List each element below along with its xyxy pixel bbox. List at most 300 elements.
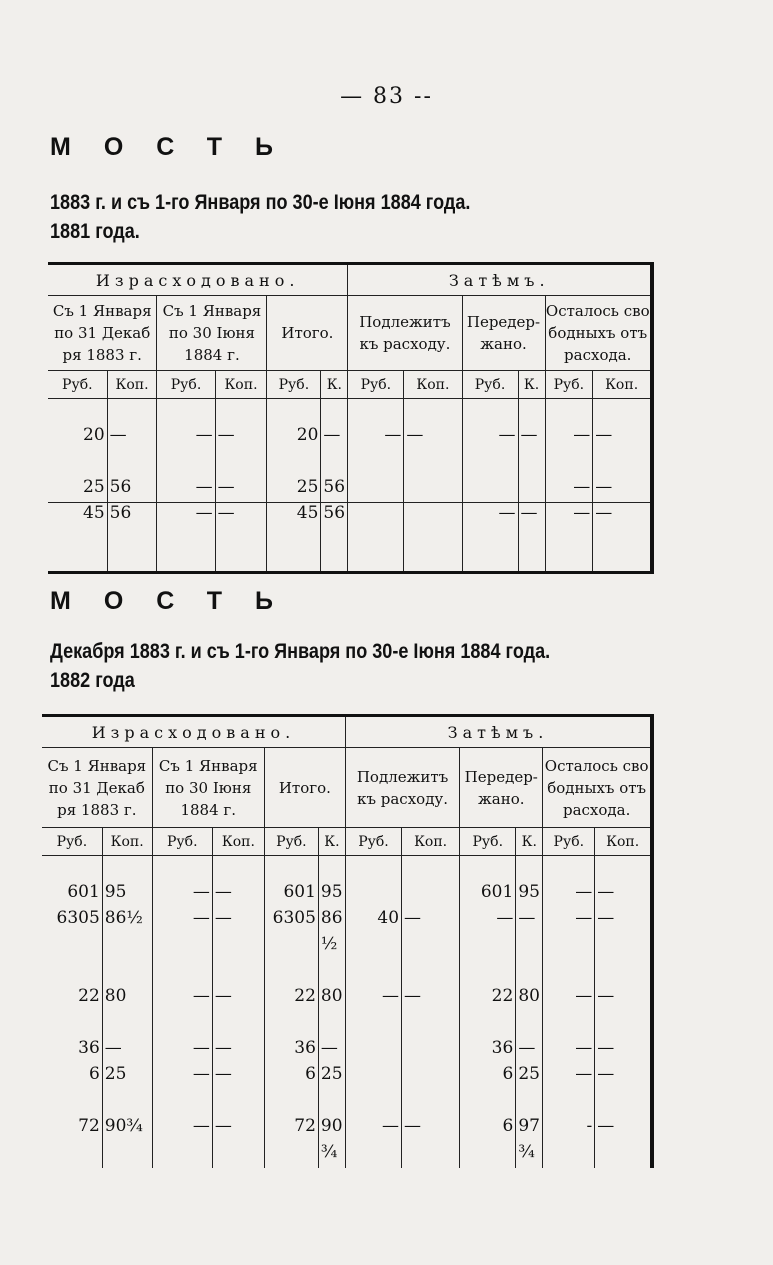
rub-cell <box>345 1038 401 1064</box>
kop-cell: 86½ <box>102 908 152 934</box>
rub-cell: 601 <box>264 882 318 908</box>
empty-cell <box>157 529 215 573</box>
kop-cell: 25 <box>102 1064 152 1090</box>
header-line: ря 1883 г. <box>57 800 137 819</box>
unit-rub: Руб. <box>48 371 107 399</box>
total-kop-cell: — <box>215 503 267 529</box>
kop-cell <box>402 1090 460 1116</box>
kop-cell: — <box>212 1116 264 1142</box>
rub-cell <box>545 451 593 477</box>
unit-kop: Коп. <box>404 371 462 399</box>
kop-cell <box>402 960 460 986</box>
kop-cell: ½ <box>318 934 345 960</box>
empty-cell <box>318 856 345 882</box>
kop-cell: — <box>402 986 460 1012</box>
ledger-body-2 <box>42 856 652 1168</box>
table-filler-row <box>48 529 652 573</box>
table-row <box>42 986 652 1012</box>
rub-cell: 25 <box>267 477 321 503</box>
kop-cell <box>402 882 460 908</box>
rub-cell <box>543 934 595 960</box>
empty-cell <box>48 399 107 425</box>
empty-cell <box>321 399 348 425</box>
rub-cell <box>348 477 404 503</box>
kop-cell: — <box>402 908 460 934</box>
kop-cell <box>212 1142 264 1168</box>
rub-cell: — <box>545 477 593 503</box>
col-header-1883 <box>42 748 152 828</box>
kop-cell: — <box>516 908 543 934</box>
kop-cell <box>402 1064 460 1090</box>
rub-cell: 20 <box>83 424 105 445</box>
empty-cell <box>107 529 157 573</box>
total-rub-cell: — <box>157 503 215 529</box>
kop-cell: — <box>593 477 652 503</box>
rub-cell: — <box>348 425 404 451</box>
kop-cell: — <box>516 1038 543 1064</box>
empty-cell <box>518 529 545 573</box>
empty-cell <box>595 856 652 882</box>
empty-cell <box>545 529 593 573</box>
rub-cell: 72 <box>78 1115 100 1136</box>
rub-cell <box>543 1012 595 1038</box>
rub-cell: — <box>543 908 595 934</box>
kop-cell: 80 <box>516 986 543 1012</box>
empty-cell <box>545 399 593 425</box>
rub-cell <box>264 1142 318 1168</box>
rub-cell <box>345 1090 401 1116</box>
rub-cell <box>42 1012 102 1038</box>
rub-cell: — <box>543 1064 595 1090</box>
kop-cell <box>402 934 460 960</box>
rub-cell <box>345 934 401 960</box>
rub-cell: 40 <box>345 908 401 934</box>
empty-cell <box>516 856 543 882</box>
subtitle-line: 1883 г. и съ 1-го Января по 30-е Іюня 1884 года. <box>50 191 471 214</box>
empty-cell <box>345 856 401 882</box>
col-header-1884 <box>157 296 267 371</box>
rub-cell: — <box>543 882 595 908</box>
rub-cell <box>264 1090 318 1116</box>
rub-cell: 22 <box>460 986 516 1012</box>
col-header-overspent <box>460 748 543 828</box>
unit-rub: Руб. <box>543 828 595 856</box>
header-line: расхода. <box>562 800 631 819</box>
kop-cell <box>402 1012 460 1038</box>
rub-cell <box>543 1142 595 1168</box>
rub-cell <box>152 934 212 960</box>
col-header-1883 <box>48 296 157 371</box>
kop-cell: — <box>595 1116 652 1142</box>
empty-cell <box>215 529 267 573</box>
kop-cell: ¾ <box>516 1142 543 1168</box>
header-line: Осталось сво <box>545 302 650 320</box>
rub-cell <box>152 1012 212 1038</box>
kop-cell <box>318 1012 345 1038</box>
empty-cell <box>518 399 545 425</box>
total-rub-cell: — <box>545 503 593 529</box>
rub-cell: — <box>543 1038 595 1064</box>
kop-cell <box>102 1090 152 1116</box>
unit-rub: Руб. <box>460 828 516 856</box>
col-header-1884 <box>152 748 264 828</box>
rub-cell <box>543 960 595 986</box>
rub-cell <box>264 1012 318 1038</box>
kop-cell <box>402 1038 460 1064</box>
table-row <box>48 425 652 451</box>
header-line: по 31 Декаб <box>48 778 145 797</box>
unit-kop: Коп. <box>593 371 652 399</box>
kop-cell: — <box>318 1038 345 1064</box>
rub-cell: 36 <box>78 1037 100 1058</box>
header-line: 1884 г. <box>184 346 240 364</box>
rub-cell <box>345 1012 401 1038</box>
header-line: Съ 1 Января <box>52 302 152 320</box>
kop-cell <box>321 451 348 477</box>
rub-cell: 6 <box>460 1116 516 1142</box>
rub-cell <box>462 477 518 503</box>
table-row <box>42 908 652 934</box>
empty-cell <box>321 529 348 573</box>
rub-cell: — <box>152 1038 212 1064</box>
subtitle-line: 1881 года. <box>50 220 140 243</box>
header-line: Передер- <box>466 313 541 331</box>
kop-cell <box>516 960 543 986</box>
kop-cell: 95 <box>318 882 345 908</box>
header-line: расхода. <box>564 346 632 364</box>
then-group-header: Затѣмъ. <box>345 716 652 748</box>
rub-cell: 6 <box>264 1064 318 1090</box>
rub-cell: 6305 <box>56 907 100 928</box>
col-header-to-spend <box>345 748 459 828</box>
kop-cell <box>595 934 652 960</box>
header-line: Подлежитъ <box>356 767 449 786</box>
rub-cell: 36 <box>460 1038 516 1064</box>
empty-cell <box>102 856 152 882</box>
kop-cell <box>212 934 264 960</box>
rub-cell: - <box>543 1116 595 1142</box>
table-row <box>48 477 652 503</box>
section-subtitle-1 <box>50 188 470 246</box>
kop-cell <box>518 477 545 503</box>
kop-cell <box>102 1142 152 1168</box>
kop-cell <box>516 934 543 960</box>
rub-cell <box>460 1012 516 1038</box>
kop-cell: — <box>215 425 267 451</box>
unit-kop: Коп. <box>102 828 152 856</box>
rub-cell <box>543 1090 595 1116</box>
empty-cell <box>267 399 321 425</box>
kop-cell <box>102 934 152 960</box>
rub-cell <box>264 960 318 986</box>
kop-cell: — <box>518 425 545 451</box>
empty-cell <box>462 399 518 425</box>
kop-cell: — <box>402 1116 460 1142</box>
empty-cell <box>404 399 462 425</box>
kop-cell <box>404 477 462 503</box>
header-line: Съ 1 Января <box>47 756 147 775</box>
rub-cell: — <box>345 1116 401 1142</box>
rub-cell <box>267 451 321 477</box>
rub-cell: — <box>152 908 212 934</box>
rub-cell <box>264 934 318 960</box>
kop-cell <box>102 1012 152 1038</box>
unit-rub: Руб. <box>545 371 593 399</box>
rub-cell: — <box>152 1116 212 1142</box>
rub-cell: 6305 <box>264 908 318 934</box>
kop-cell: 56 <box>107 477 157 503</box>
rub-cell: — <box>460 908 516 934</box>
header-line: ря 1883 г. <box>62 346 142 364</box>
rub-cell <box>460 1090 516 1116</box>
kop-cell <box>318 960 345 986</box>
kop-cell: 86 <box>318 908 345 934</box>
unit-kop: Коп. <box>402 828 460 856</box>
total-rub-cell: 45 <box>48 503 107 529</box>
kop-cell <box>593 451 652 477</box>
header-line: по 31 Декаб <box>54 324 151 342</box>
rub-cell <box>42 960 102 986</box>
kop-cell <box>402 1142 460 1168</box>
total-rub-cell <box>348 503 404 529</box>
kop-cell <box>518 451 545 477</box>
header-line: бодныхъ отъ <box>547 778 647 797</box>
rub-cell <box>152 1090 212 1116</box>
col-header-overspent <box>462 296 545 371</box>
header-line: Осталось сво <box>544 756 649 775</box>
section-heading-1: МОСТЬ <box>50 133 306 161</box>
rub-cell <box>460 960 516 986</box>
header-line: жано. <box>480 335 527 353</box>
kop-cell: 90 <box>318 1116 345 1142</box>
kop-cell: 56 <box>321 477 348 503</box>
kop-cell: 95 <box>102 882 152 908</box>
unit-kop: Коп. <box>212 828 264 856</box>
rub-cell: 22 <box>264 986 318 1012</box>
kop-cell: 25 <box>318 1064 345 1090</box>
rub-cell: — <box>462 425 518 451</box>
total-kop-cell <box>404 503 462 529</box>
kop-cell: — <box>593 425 652 451</box>
kop-cell <box>595 1142 652 1168</box>
rub-cell: — <box>152 1064 212 1090</box>
kop-cell: — <box>215 477 267 503</box>
rub-cell: — <box>545 425 593 451</box>
empty-cell <box>152 856 212 882</box>
rub-cell: 22 <box>78 985 100 1006</box>
total-kop-cell: 56 <box>107 503 157 529</box>
rub-cell: 20 <box>267 425 321 451</box>
unit-rub: Руб. <box>345 828 401 856</box>
kop-cell: — <box>595 986 652 1012</box>
kop-cell <box>516 1090 543 1116</box>
rub-cell: 6 <box>88 1063 100 1084</box>
unit-rub: Руб. <box>462 371 518 399</box>
kop-cell: — <box>595 1064 652 1090</box>
rub-cell <box>42 1090 102 1116</box>
empty-cell <box>107 399 157 425</box>
rub-cell: 6 <box>460 1064 516 1090</box>
kop-cell: — <box>595 1038 652 1064</box>
unit-rub: Руб. <box>157 371 215 399</box>
table-row <box>42 1038 652 1064</box>
rub-cell <box>345 960 401 986</box>
header-line: Передер- <box>464 767 538 786</box>
header-line: къ расходу. <box>357 789 449 808</box>
empty-cell <box>42 856 102 882</box>
rub-cell: — <box>345 986 401 1012</box>
kop-cell: — <box>212 1064 264 1090</box>
rub-cell: 36 <box>264 1038 318 1064</box>
table-row <box>42 1064 652 1090</box>
kop-cell: 90¾ <box>102 1116 152 1142</box>
then-group-header: Затѣмъ. <box>348 264 652 296</box>
table-row <box>42 1116 652 1142</box>
empty-cell <box>460 856 516 882</box>
unit-rub: Руб. <box>348 371 404 399</box>
unit-rub: Руб. <box>264 828 318 856</box>
empty-cell <box>348 529 404 573</box>
rub-cell <box>345 1064 401 1090</box>
kop-cell: — <box>595 882 652 908</box>
empty-cell <box>593 399 652 425</box>
kop-cell: — <box>102 1038 152 1064</box>
col-header-remaining <box>543 748 652 828</box>
kop-cell <box>215 451 267 477</box>
table-total-row <box>48 503 652 529</box>
ledger-body-1 <box>48 399 652 573</box>
unit-k: К. <box>518 371 545 399</box>
subtitle-line: 1882 года <box>50 669 135 692</box>
rub-cell: — <box>157 425 215 451</box>
rub-cell <box>157 451 215 477</box>
spent-group-header: Израсходовано. <box>48 264 348 296</box>
kop-cell: — <box>212 1038 264 1064</box>
ledger-table-2 <box>42 714 654 1168</box>
rub-cell <box>345 882 401 908</box>
rub-cell <box>42 1142 102 1168</box>
rub-cell: 25 <box>83 476 105 497</box>
header-line: Съ 1 Января <box>162 302 262 320</box>
kop-cell <box>516 1012 543 1038</box>
rub-cell: — <box>152 882 212 908</box>
rub-cell: — <box>157 477 215 503</box>
header-line: 1884 г. <box>180 800 237 819</box>
kop-cell: — <box>212 908 264 934</box>
spent-group-header: Израсходовано. <box>42 716 345 748</box>
table-row <box>42 882 652 908</box>
empty-cell <box>593 529 652 573</box>
empty-cell <box>212 856 264 882</box>
unit-kop: Коп. <box>595 828 652 856</box>
empty-cell <box>402 856 460 882</box>
unit-k: К. <box>321 371 348 399</box>
kop-cell: 80 <box>318 986 345 1012</box>
empty-cell <box>215 399 267 425</box>
header-line: бодныхъ отъ <box>548 324 648 342</box>
kop-cell: 25 <box>516 1064 543 1090</box>
rub-cell <box>42 934 102 960</box>
unit-k: К. <box>516 828 543 856</box>
unit-rub: Руб. <box>152 828 212 856</box>
empty-cell <box>48 529 107 573</box>
kop-cell <box>212 1012 264 1038</box>
rub-cell: 601 <box>460 882 516 908</box>
kop-cell: — <box>404 425 462 451</box>
total-rub-cell: — <box>462 503 518 529</box>
rub-cell: 72 <box>264 1116 318 1142</box>
header-line: Съ 1 Января <box>158 756 258 775</box>
section-subtitle-2 <box>50 637 550 695</box>
empty-cell <box>157 399 215 425</box>
rub-cell <box>48 451 107 477</box>
kop-cell: — <box>212 882 264 908</box>
kop-cell <box>595 960 652 986</box>
section-heading-2: МОСТЬ <box>50 587 306 615</box>
table-spacer-row <box>48 399 652 425</box>
rub-cell <box>462 451 518 477</box>
kop-cell <box>212 1090 264 1116</box>
rub-cell: — <box>152 986 212 1012</box>
unit-kop: Коп. <box>107 371 157 399</box>
col-header-total: Итого. <box>267 296 348 371</box>
col-header-total: Итого. <box>264 748 345 828</box>
table-row <box>42 960 652 986</box>
total-kop-cell: — <box>593 503 652 529</box>
page-number: — 83 -- <box>340 84 433 109</box>
unit-rub: Руб. <box>42 828 102 856</box>
rub-cell <box>460 1142 516 1168</box>
kop-cell: — <box>595 908 652 934</box>
rub-cell <box>345 1142 401 1168</box>
header-line: жано. <box>477 789 525 808</box>
rub-cell <box>460 934 516 960</box>
col-header-to-spend <box>348 296 462 371</box>
kop-cell: 80 <box>102 986 152 1012</box>
table-row <box>42 1012 652 1038</box>
empty-cell <box>348 399 404 425</box>
unit-kop: Коп. <box>215 371 267 399</box>
kop-cell <box>102 960 152 986</box>
table-row <box>42 1142 652 1168</box>
total-rub-cell: 45 <box>267 503 321 529</box>
rub-cell <box>348 451 404 477</box>
rub-cell <box>152 960 212 986</box>
rub-cell: — <box>543 986 595 1012</box>
table-spacer-row <box>42 856 652 882</box>
kop-cell: — <box>212 986 264 1012</box>
rub-cell: 601 <box>67 881 100 902</box>
kop-cell <box>212 960 264 986</box>
kop-cell <box>595 1090 652 1116</box>
kop-cell: ¾ <box>318 1142 345 1168</box>
unit-rub: Руб. <box>267 371 321 399</box>
kop-cell <box>595 1012 652 1038</box>
subtitle-line: Декабря 1883 г. и съ 1-го Января по 30-е Іюня 1884 года. <box>50 640 551 663</box>
kop-cell: 95 <box>516 882 543 908</box>
kop-cell <box>107 451 157 477</box>
empty-cell <box>404 529 462 573</box>
kop-cell: 97 <box>516 1116 543 1142</box>
kop-cell <box>404 451 462 477</box>
header-line: къ расходу. <box>359 335 451 353</box>
empty-cell <box>462 529 518 573</box>
empty-cell <box>543 856 595 882</box>
table-row <box>42 1090 652 1116</box>
empty-cell <box>264 856 318 882</box>
total-kop-cell: — <box>518 503 545 529</box>
col-header-remaining <box>545 296 652 371</box>
